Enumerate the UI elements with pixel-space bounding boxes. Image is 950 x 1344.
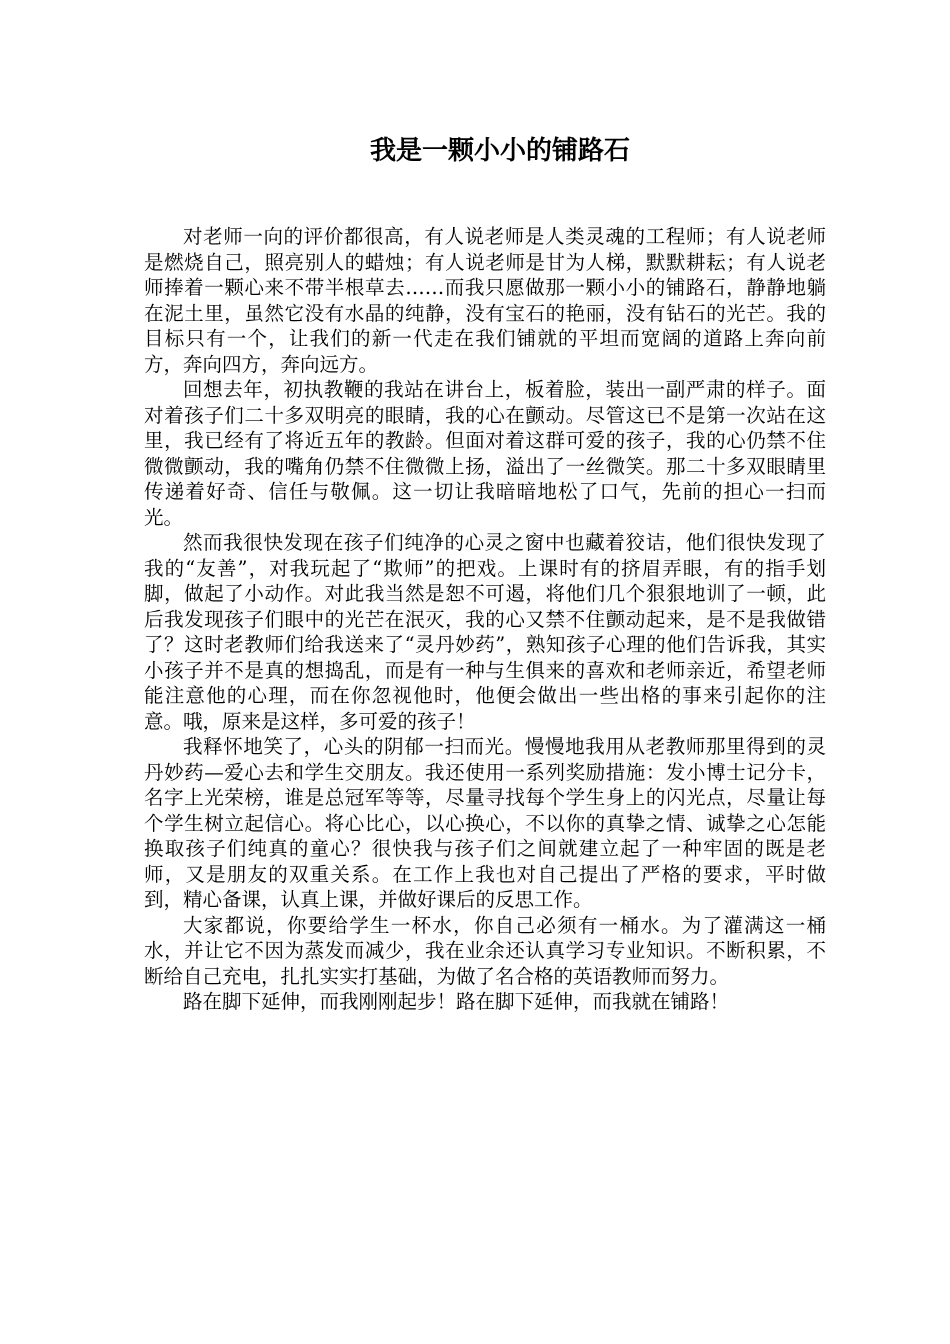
paragraph-2: 回想去年，初执教鞭的我站在讲台上，板着脸，装出一副严肃的样子。面对着孩子们二十多双明亮的眼睛，我的心在颤动。尽管这已不是第一次站在这里，我已经有了将近五年的教龄。但面对着这群可爱的孩子，我的心仍禁不住微微颤动，我的嘴角仍禁不住微微上扬，溢出了一丝微笑。那二十多双眼睛里传递着好奇、信任与敬佩。这一切让我暗暗地松了口气，先前的担心一扫而光。 — [144, 378, 826, 529]
document-title: 我是一颗小小的铺路石 — [369, 136, 630, 166]
paragraph-1: 对老师一向的评价都很高，有人说老师是人类灵魂的工程师；有人说老师是燃烧自己，照亮别人的蜡烛；有人说老师是甘为人梯，默默耕耘；有人说老师捧着一颗心来不带半根草去……而我只愿做那一颗小小的铺路石，静静地躺在泥土里，虽然它没有水晶的纯静，没有宝石的艳丽，没有钻石的光芒。我的目标只有一个，让我们的新一代走在我们铺就的平坦而宽阔的道路上奔向前方，奔向四方，奔向远方。 — [144, 225, 826, 376]
paragraph-4: 我释怀地笑了，心头的阴郁一扫而光。慢慢地我用从老教师那里得到的灵丹妙药—爱心去和学生交朋友。我还使用一系列奖励措施：发小博士记分卡，名字上光荣榜，谁是总冠军等等，尽量寻找每个学生身上的闪光点，尽量让每个学生树立起信心。将心比心，以心换心，不以你的真挚之情、诚挚之心怎能换取孩子们纯真的童心？很快我与孩子们之间就建立起了一种牢固的既是老师，又是朋友的双重关系。在工作上我也对自己提出了严格的要求，平时做到，精心备课，认真上课，并做好课后的反思工作。 — [144, 735, 826, 911]
paragraph-3: 然而我很快发现在孩子们纯净的心灵之窗中也藏着狡诘，他们很快发现了我的“友善”，对我玩起了“欺师”的把戏。上课时有的挤眉弄眼，有的指手划脚，做起了小动作。对此我当然是恕不可遏，将他们几个狠狠地训了一顿，此后我发现孩子们眼中的光芒在泯灭，我的心又禁不住颤动起来，是不是我做错了？这时老教师们给我送来了“灵丹妙药”，熟知孩子心理的他们告诉我，其实小孩子并不是真的想捣乱，而是有一种与生俱来的喜欢和老师亲近，希望老师能注意他的心理，而在你忽视他时，他便会做出一些出格的事来引起你的注意。哦，原来是这样，多可爱的孩子！ — [144, 531, 826, 733]
paragraph-6: 路在脚下延伸，而我刚刚起步！路在脚下延伸，而我就在铺路！ — [183, 990, 730, 1013]
document-body — [144, 224, 826, 1015]
paragraph-5: 大家都说，你要给学生一杯水，你自己必须有一桶水。为了灌满这一桶水，并让它不因为蒸发而减少，我在业余还认真学习专业知识。不断积累，不断给自己充电，扎扎实实打基础，为做了名合格的英语教师而努力。 — [144, 913, 826, 988]
